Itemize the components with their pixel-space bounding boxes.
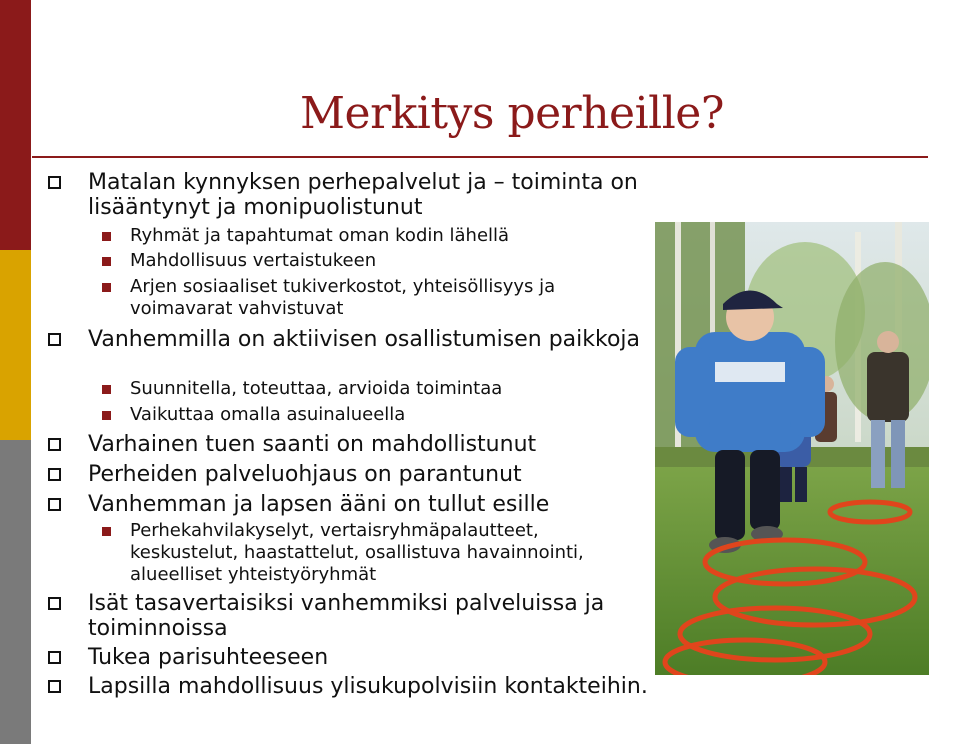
filled-square-bullet-icon	[102, 385, 111, 394]
bullet-text: Lapsilla mahdollisuus ylisukupolvisiin kontakteihin.	[88, 674, 648, 699]
hollow-square-bullet-icon	[48, 597, 61, 610]
bullet-item	[88, 432, 648, 457]
hollow-square-bullet-icon	[48, 498, 61, 511]
sub-bullet-item	[130, 520, 650, 586]
photo-children-playing	[655, 222, 929, 675]
bullet-item	[88, 170, 648, 220]
filled-square-bullet-icon	[102, 232, 111, 241]
bullet-text: Vanhemmilla on aktiivisen osallistumisen paikkoja	[88, 327, 641, 352]
hollow-square-bullet-icon	[48, 333, 61, 346]
bullet-item	[88, 462, 648, 487]
sub-bullet-text: Suunnitella, toteuttaa, arvioida toimintaa	[130, 378, 503, 399]
filled-square-bullet-icon	[102, 283, 111, 292]
bullet-item	[88, 674, 648, 699]
sub-bullet-item	[130, 250, 650, 272]
bullet-text: Matalan kynnyksen perhepalvelut ja – toiminta on lisääntynyt ja monipuolistunut	[88, 170, 638, 220]
bullet-text: Isät tasavertaisiksi vanhemmiksi palveluissa ja toiminnoissa	[88, 591, 605, 641]
bullet-item	[88, 492, 648, 517]
slide-title: Merkitys perheille?	[300, 88, 724, 139]
bullet-item	[88, 645, 648, 670]
sub-bullet-text: Arjen sosiaaliset tukiverkostot, yhteisöllisyys ja voimavarat vahvistuvat	[130, 276, 556, 319]
hollow-square-bullet-icon	[48, 438, 61, 451]
bullet-item	[88, 327, 648, 352]
sub-bullet-item	[130, 378, 650, 400]
bullet-item	[88, 591, 648, 641]
sub-bullet-text: Vaikuttaa omalla asuinalueella	[130, 404, 406, 425]
bullet-text: Tukea parisuhteeseen	[88, 645, 329, 670]
sub-bullet-text: Ryhmät ja tapahtumat oman kodin lähellä	[130, 225, 510, 246]
hollow-square-bullet-icon	[48, 680, 61, 693]
filled-square-bullet-icon	[102, 257, 111, 266]
sub-bullet-item	[130, 225, 650, 247]
hollow-square-bullet-icon	[48, 651, 61, 664]
bullet-text: Vanhemman ja lapsen ääni on tullut esille	[88, 492, 550, 517]
bullet-text: Varhainen tuen saanti on mahdollistunut	[88, 432, 537, 457]
photo-illustration	[655, 222, 929, 675]
sub-bullet-text: Mahdollisuus vertaistukeen	[130, 250, 377, 271]
sub-bullet-item	[130, 276, 650, 320]
bullet-text: Perheiden palveluohjaus on parantunut	[88, 462, 522, 487]
hollow-square-bullet-icon	[48, 468, 61, 481]
filled-square-bullet-icon	[102, 411, 111, 420]
sub-bullet-text: Perhekahvilakyselyt, vertaisryhmäpalautteet, keskustelut, haastattelut, osallistuva havainnointi, alueelliset yhteistyöryhmät	[130, 520, 584, 585]
sub-bullet-item	[130, 404, 650, 426]
hollow-square-bullet-icon	[48, 176, 61, 189]
filled-square-bullet-icon	[102, 527, 111, 536]
